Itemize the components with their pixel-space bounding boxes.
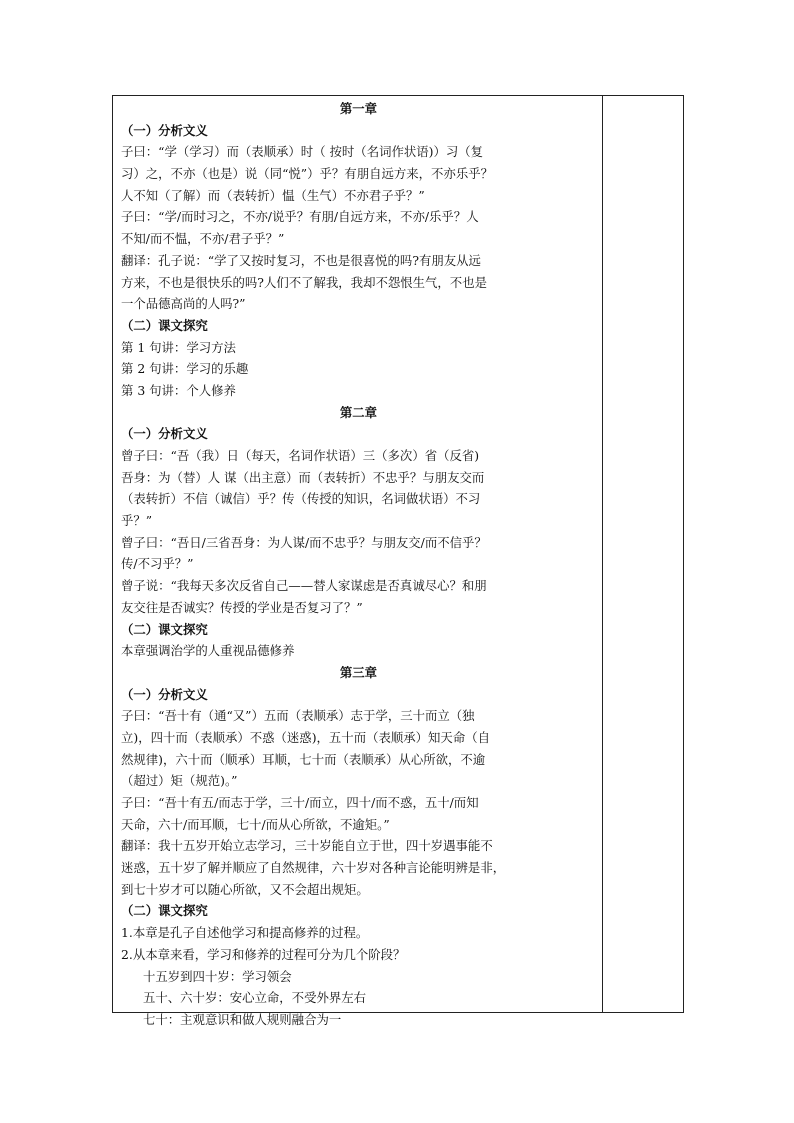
lesson-table: [112, 95, 684, 1027]
text-line: 传/不习乎？”: [121, 556, 194, 572]
text-line: 一个品德高尚的人吗?”: [121, 296, 246, 312]
text-line: 习）之，不亦（也是）说（同“悦”）乎？有朋自远方来，不亦乐乎？: [121, 166, 493, 182]
text-line: 五十、六十岁：安心立命，不受外界左右: [143, 990, 367, 1006]
text-line: 乎？”: [121, 513, 153, 529]
chapter-title: 第二章: [339, 404, 378, 420]
text-line: 子曰：“吾十有五/而志于学，三十/而立，四十/而不惑，五十/而知: [121, 795, 479, 810]
text-line: 第 2 句讲：学习的乐趣: [121, 361, 249, 377]
section-subheading: （一）分析文义: [121, 122, 208, 138]
chapter-title: 第三章: [339, 664, 378, 680]
text-line: 本章强调治学的人重视品德修养: [121, 643, 295, 659]
text-line: 到七十岁才可以随心所欲，又不会超出规矩。: [121, 881, 369, 897]
text-line: 子曰：“学（学习）而（表顺承）时（ 按时（名词作状语)）习（复: [121, 144, 484, 160]
text-line: （超过）矩（规范)。”: [121, 773, 238, 789]
section-subheading: （二）课文探究: [121, 317, 208, 333]
text-line: 1.本章是孔子自述他学习和提高修养的过程。: [121, 925, 369, 941]
text-line: 曾子曰：“吾（我）日（每天，名词作状语）三（多次）省（反省): [121, 448, 480, 463]
chapter-title: 第一章: [339, 101, 378, 116]
text-line: 天命，六十/而耳顺，七十/而从心所欲，不逾矩。”: [121, 816, 390, 832]
section-subheading: （一）分析文义: [121, 686, 208, 702]
text-line: 方来，不也是很快乐的吗?人们不了解我，我却不怨恨生气，不也是: [121, 274, 487, 290]
text-line: 友交往是否诚实？传授的学业是否复习了？”: [121, 599, 363, 615]
text-line: 迷惑，五十岁了解并顺应了自然规律，六十岁对各种言论能明辨是非，: [121, 860, 506, 876]
section-subheading: （一）分析文义: [121, 426, 208, 442]
text-line: 七十：主观意识和做人规则融合为一: [143, 1011, 342, 1027]
text-line: （表转折）不信（诚信）乎？传（传授的知识，名词做状语）不习: [121, 491, 481, 507]
text-line: 曾子曰：“吾日/三省吾身：为人谋/而不忠乎？与朋友交/而不信乎？: [121, 534, 487, 550]
text-line: 2.从本章来看，学习和修养的过程可分为几个阶段？: [121, 946, 406, 962]
text-line: 翻译：我十五岁开始立志学习，三十岁能自立于世，四十岁遇事能不: [121, 838, 493, 854]
section-subheading: （二）课文探究: [121, 903, 208, 919]
text-line: 子曰：“学/而时习之，不亦/说乎？有朋/自远方来，不亦/乐乎？人: [121, 209, 479, 225]
text-line: 第 3 句讲：个人修养: [121, 382, 236, 398]
text-line: 不知/而不愠，不亦/君子乎？”: [121, 231, 285, 247]
chapter-section: [121, 98, 596, 402]
text-line: 然规律)，六十而（顺承）耳顺，七十而（表顺承）从心所欲，不逾: [121, 751, 486, 767]
text-line: 人不知（了解）而（表转折）愠（生气）不亦君子乎？”: [121, 187, 425, 203]
text-line: 十五岁到四十岁：学习领会: [143, 968, 292, 984]
chapter-section: [121, 402, 596, 662]
column-divider: [602, 96, 603, 1012]
section-subheading: （二）课文探究: [121, 621, 208, 637]
text-line: 曾子说：“我每天多次反省自己——替人家谋虑是否真诚尽心？和朋: [121, 578, 487, 594]
lesson-content: [121, 98, 596, 1031]
text-line: 子曰：“吾十有（通“又”）五而（表顺承）志于学，三十而立（独: [121, 708, 475, 724]
chapter-section: [121, 662, 596, 1031]
text-line: 立)，四十而（表顺承）不惑（迷惑)，五十而（表顺承）知天命（自: [121, 729, 490, 745]
text-line: 翻译：孔子说：“学了又按时复习，不也是很喜悦的吗?有朋友从远: [121, 252, 481, 268]
text-line: 第 1 句讲：学习方法: [121, 339, 236, 355]
text-line: 吾身：为（替）人 谋（出主意）而（表转折）不忠乎？与朋友交而: [121, 469, 485, 485]
